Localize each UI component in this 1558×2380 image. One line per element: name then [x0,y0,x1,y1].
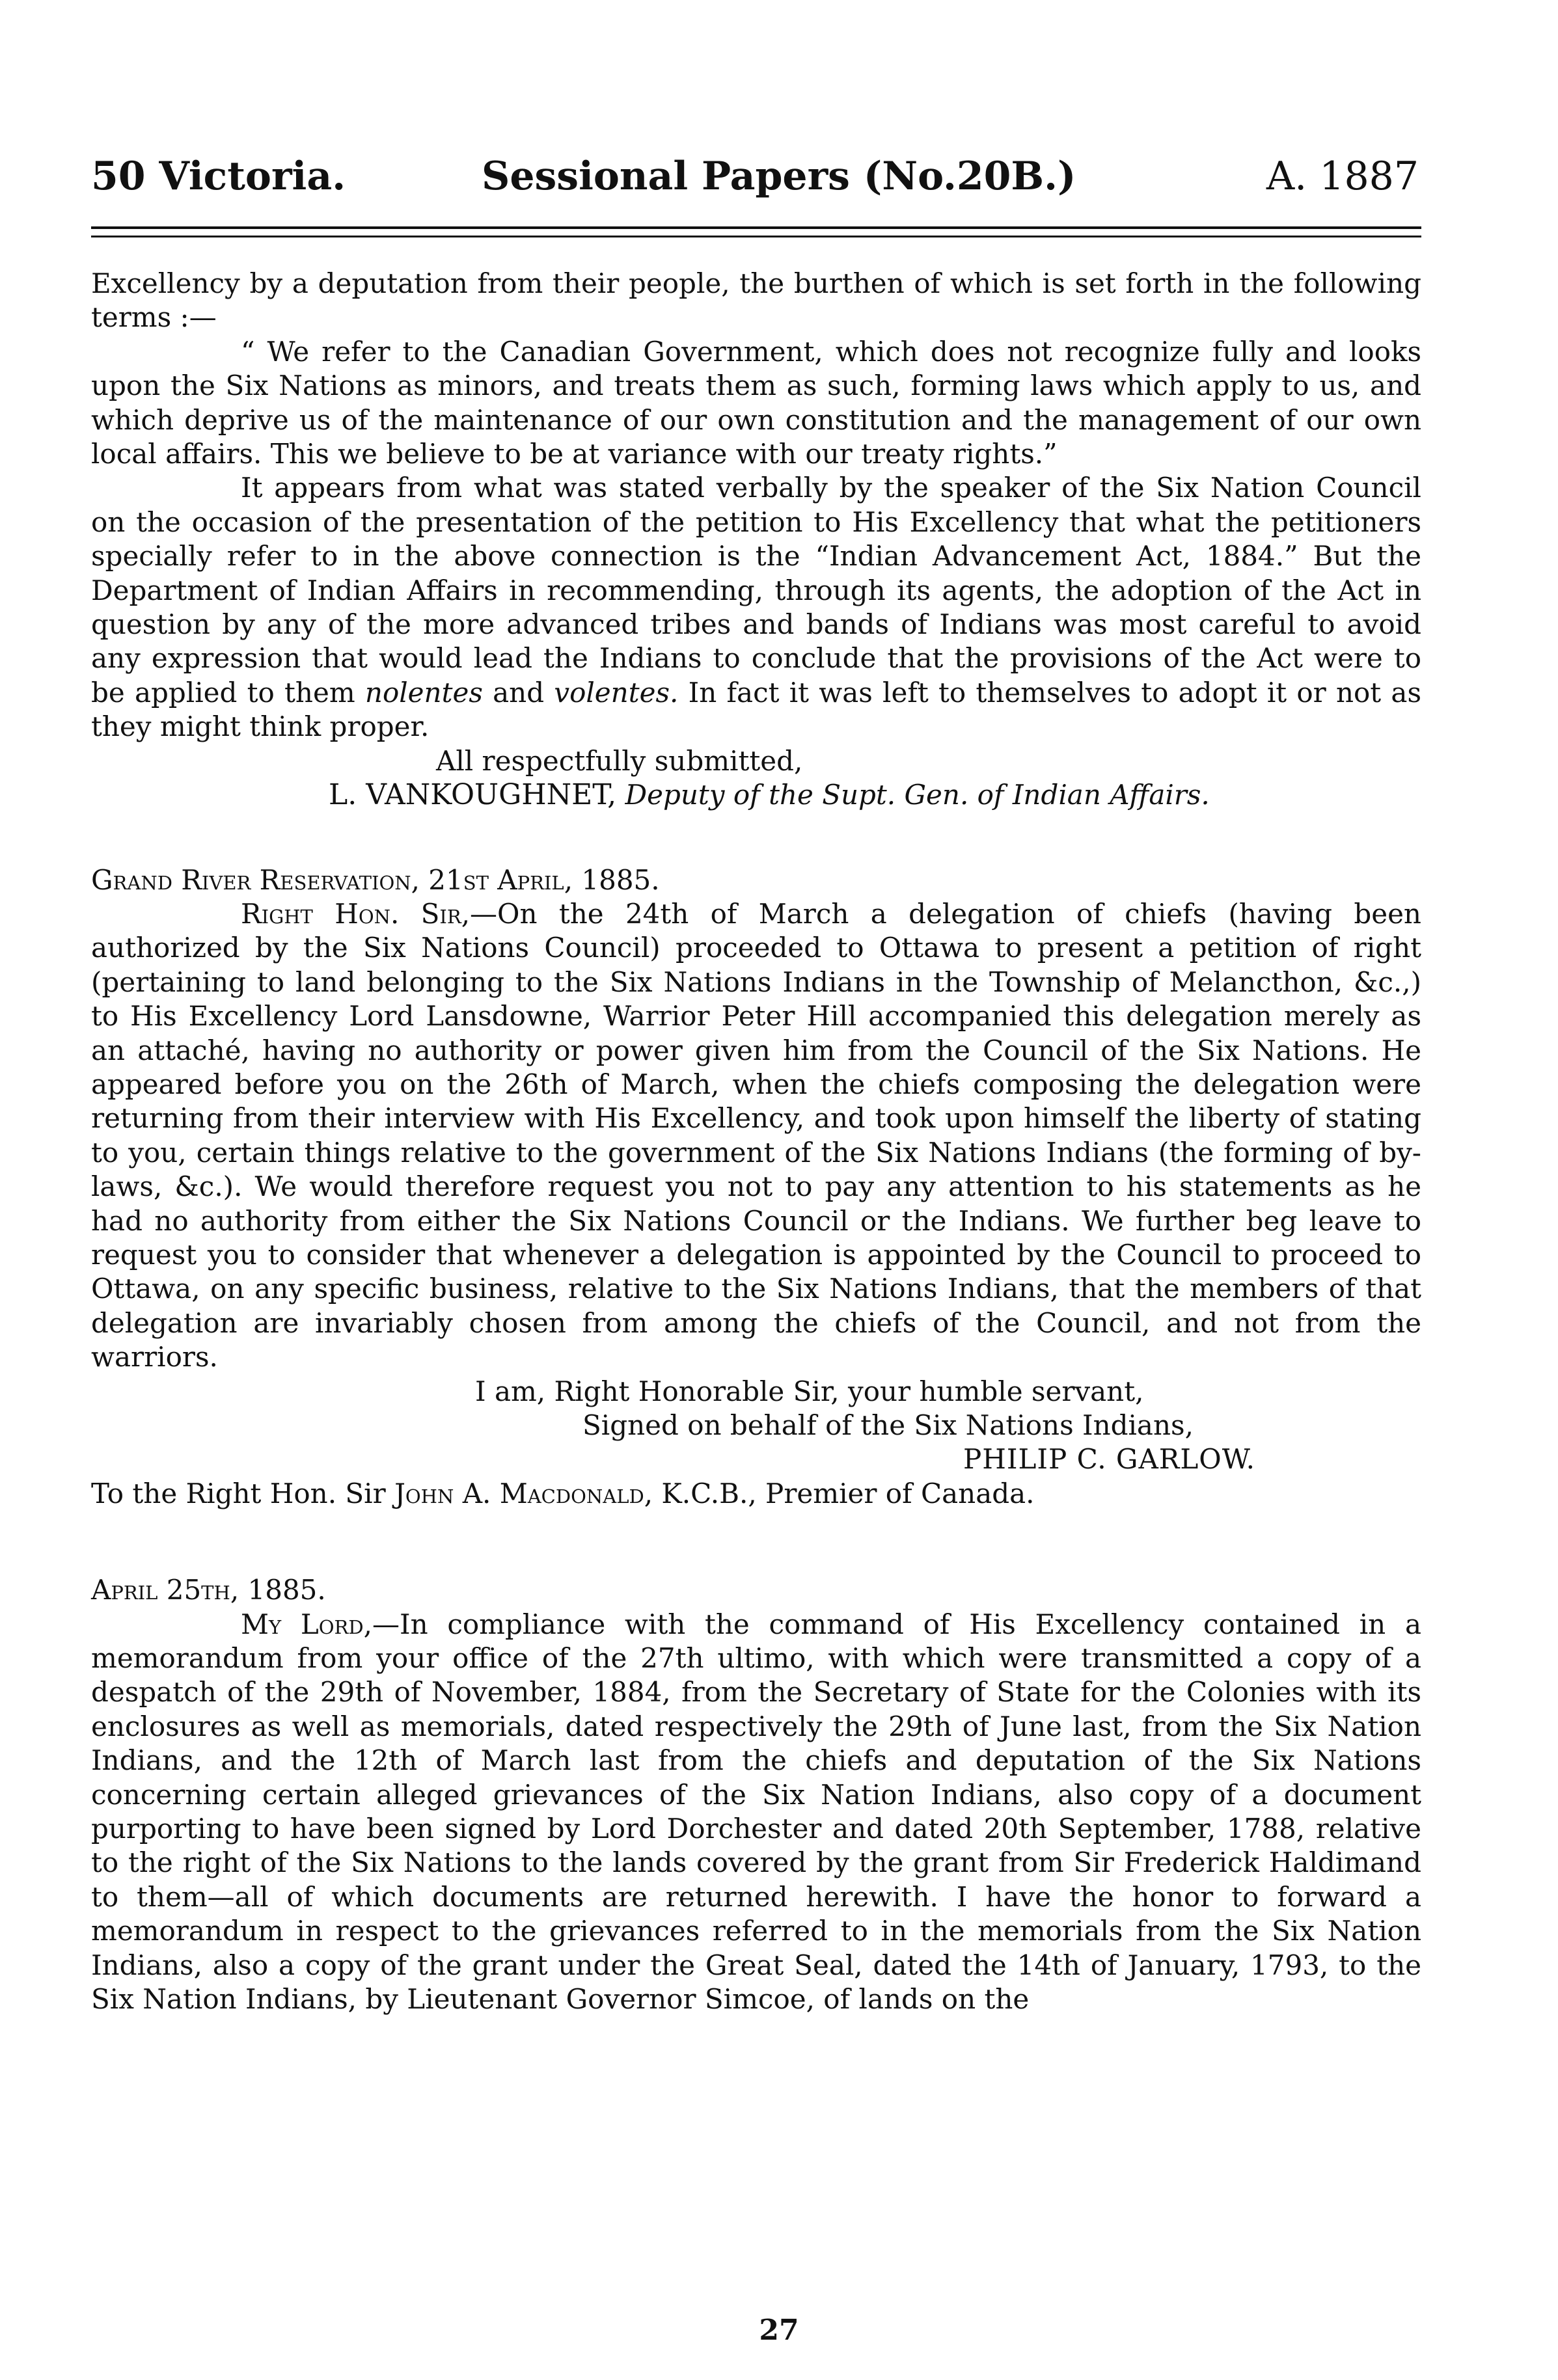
addressee-suffix: K.C.B., Premier of Canada. [661,1477,1035,1509]
closing-humble-servant: I am, Right Honorable Sir, your humble servant, [475,1375,1144,1407]
document-body [91,267,1421,2017]
signed-on-behalf: Signed on behalf of the Six Nations Indians, [582,1409,1194,1441]
latin-term-volentes: volentes. [554,676,679,709]
header-series: Sessional Papers (No.20B.) [482,154,1076,199]
paragraph-act-explanation [91,471,1421,744]
header-year: A. 1887 [1266,154,1419,199]
paragraph-quotation: “ We refer to the Canadian Government, which does not recognize fully and looks upon the Six Nations as minors, and treats them as such, forming laws which apply to us, and which deprive us of the maintenance of our own constitution and the management of our own local affairs. This we believe to be at variance with our treaty rights.” [91,335,1421,470]
paragraph-text-end: In fact it was left to themselves to adopt it or not as they might think proper. [91,676,1422,743]
header-volume: 50 Victoria. [91,154,346,199]
signature-garlow: PHILIP C. GARLOW. [963,1443,1255,1476]
signer-title: Deputy of the Supt. Gen. of Indian Affairs. [625,779,1210,811]
page-number: 27 [759,2314,799,2347]
header-rule-thin [91,236,1421,237]
salutation-right-hon-sir: Right Hon. Sir, [241,897,471,930]
paragraph-text: It appears from what was stated verbally by the speaker of the Six Nation Council on the occasion of the presentation of the petition to His Excellency that what the petitioners specially refer to in the above connection is the “Indian Advancement Act, 1884.” But the Department of Indian Affairs in recommending, through its agents, the adoption of the Act in question by any of the more advanced tribes and bands of Indians was most careful to avoid any expression that would lead the Indians to conclude that the provisions of the Act were to be applied to them [91,472,1421,709]
signature-vankoughnet [91,778,1421,812]
dateline-april-25: April 25th, 1885. [91,1574,326,1606]
latin-term-nolentes: nolentes [364,676,483,709]
signer-name: L. VANKOUGHNET, [329,778,617,812]
header-rule-thick [91,226,1421,229]
addressee-name: John A. Macdonald, [394,1477,653,1509]
running-header [91,154,1419,206]
letter-garlow-body [91,897,1421,1375]
addressee-line [91,1477,1421,1511]
paragraph-continuation: Excellency by a deputation from their people, the burthen of which is set forth in the following terms :— [91,267,1421,334]
addressee-prefix: To the Right Hon. Sir [91,1477,386,1509]
letter-text: —On the 24th of March a delegation of chiefs (having been authorized by the Six Nations Council) proceeded to Ottawa to present a petition of right (pertaining to land belonging to the Six Nations Indians in the Township of Melancthon, &c.,) to His Excellency Lord Lansdowne, Warrior Peter Hill accompanied this delegation merely as an attaché, having no authority or power given him from the Council of the Six Nations. He appeared before you on the 26th of March, when the chiefs composing the delegation were returning from their interview with His Excellency, and took upon himself the liberty of stating to you, certain things relative to the government of the Six Nations Indians (the forming of by-laws, &c.). We would therefore request you not to pay any attention to his statements as he had no authority from either the Six Nations Council or the Indians. We further beg leave to request you to consider that whenever a delegation is appointed by the Council to proceed to Ottawa, on any specific business, relative to the Six Nations Indians, that the members of that delegation are invariably chosen from among the chiefs of the Council, and not from the warriors. [91,897,1421,1373]
dateline-grand-river: Grand River Reservation, 21st April, 1885. [91,863,660,896]
letter-my-lord-body [91,1608,1421,2017]
closing-submitted: All respectfully submitted, [436,744,803,777]
conjunction: and [493,676,545,709]
salutation-my-lord: My Lord, [241,1608,372,1640]
letter-text: —In compliance with the command of His Excellency contained in a memorandum from your office of the 27th ultimo, with which were transmitted a copy of a despatch of the 29th of November, 1884, from the Secretary of State for the Colonies with its enclosures as well as memorials, dated respectively the 29th of June last, from the Six Nation Indians, and the 12th of March last from the chiefs and deputation of the Six Nations concerning certain alleged grievances of the Six Nation Indians, also copy of a document purporting to have been signed by Lord Dorchester and dated 20th September, 1788, relative to the right of the Six Nations to the lands covered by the grant from Sir Frederick Haldimand to them—all of which documents are returned herewith. I have the honor to forward a memorandum in respect to the grievances referred to in the memorials from the Six Nation Indians, also a copy of the grant under the Great Seal, dated the 14th of January, 1793, to the Six Nation Indians, by Lieutenant Governor Simcoe, of lands on the [91,1608,1421,2016]
